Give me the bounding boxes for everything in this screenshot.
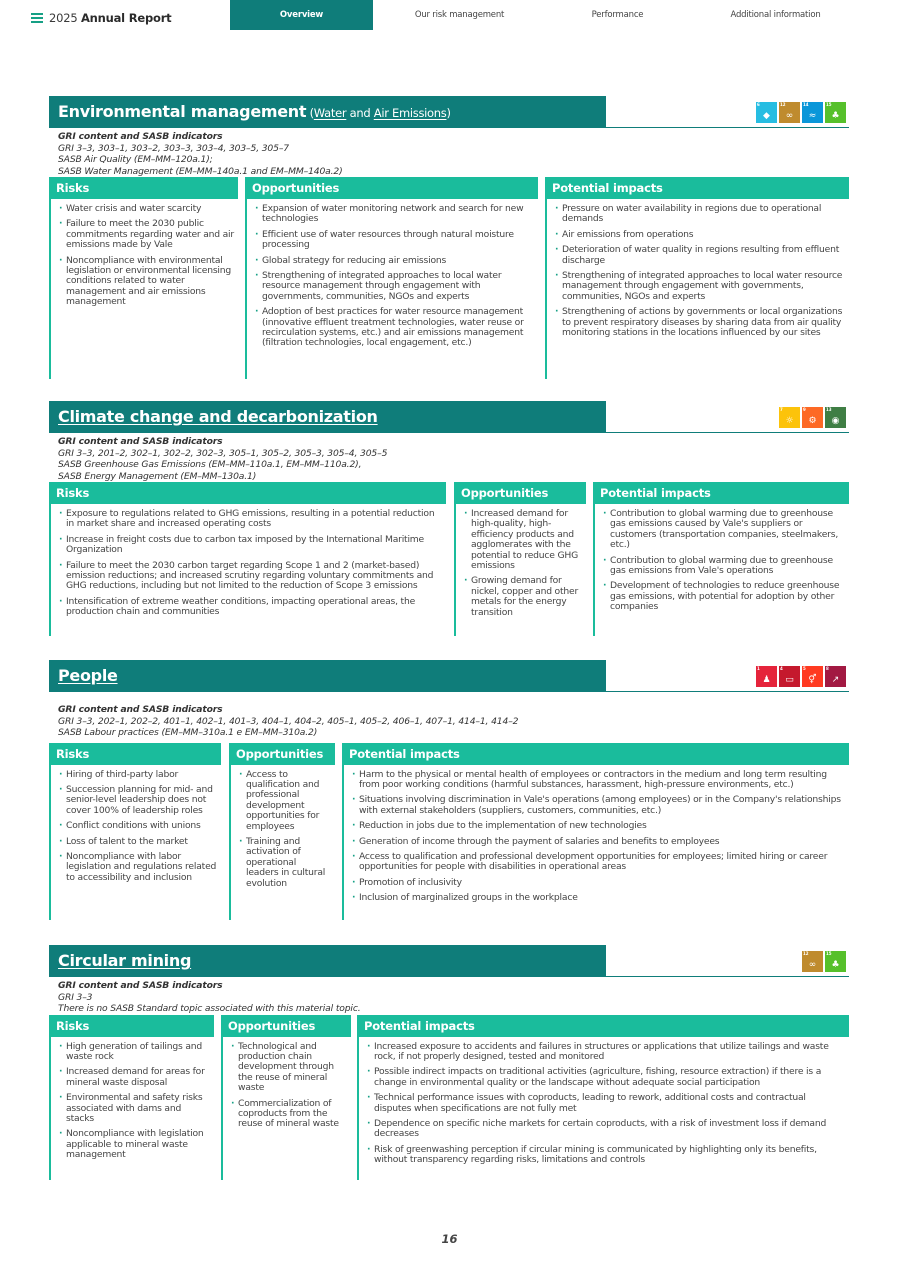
gri-line: SASB Air Quality (EM–MM–120a.1); (58, 154, 213, 165)
potential-impacts-list (547, 199, 849, 347)
gri-line: SASB Water Management (EM–MM–140a.1 and EM–MM–140a.2) (58, 165, 343, 177)
section-header (49, 660, 849, 692)
opportunities-column (221, 1015, 351, 1180)
gri-indicators (49, 128, 849, 177)
risks-column (49, 177, 238, 379)
tab-additional-information[interactable]: Additional information (730, 10, 821, 20)
sdg-7-icon: 7 ☼ (779, 407, 800, 428)
list-item: · Possible indirect impacts on traditional activities (agriculture, fishing, resource extraction) if there is a change in environmental quality or the landscape without adequate social participation (367, 1067, 845, 1088)
list-item: · Air emissions from operations (555, 230, 845, 240)
subtitle-close: ) (446, 106, 451, 120)
gri-line: SASB Labour practices (EM–MM–310a.1 e EM–MM–310a.2) (58, 727, 318, 738)
sdg-12-icon: 12 ∞ (802, 951, 823, 972)
opportunities-heading: Opportunities (221, 1015, 351, 1037)
gri-heading: GRI content and SASB indicators (58, 704, 223, 715)
risks-list (51, 199, 238, 317)
gri-line: There is no SASB Standard topic associated with this material topic. (58, 1003, 361, 1014)
list-item: · Reduction in jobs due to the implementation of new technologies (352, 821, 845, 831)
list-item: · Technological and production chain development through the reuse of mineral waste (231, 1042, 347, 1094)
list-item: · Risk of greenwashing perception if circular mining is communicated by highlighting only its benefits, without transparency regarding risks, limitations and controls (367, 1145, 845, 1166)
sdg-9-icon: 9 ⚙ (802, 407, 823, 428)
list-item: · Increased exposure to accidents and failures in structures or applications that utilize tailings and waste rock, if not properly designed, tested and monitored (367, 1042, 845, 1063)
report-title[interactable] (49, 11, 171, 25)
sdg-6-icon: 6 ◆ (756, 102, 777, 123)
section-columns (49, 482, 849, 636)
list-item: · Growing demand for nickel, copper and other metals for the energy transition (464, 576, 582, 618)
list-item: · Failure to meet the 2030 carbon target regarding Scope 1 and 2 (market-based) emission reductions; and increased scrutiny regarding voluntary commitments and GHG reductions, including but not limited to the reduction of Scope 3 emissions (59, 561, 442, 592)
potential-impacts-column (342, 743, 849, 920)
report-year: 2025 (49, 11, 78, 25)
list-item: · Contribution to global warming due to greenhouse gas emissions caused by Vale's suppliers or customers (transportation companies, steelmakers, etc.) (603, 509, 845, 551)
sdg-8-icon: 8 ↗ (825, 666, 846, 687)
potential-impacts-heading: Potential impacts (357, 1015, 849, 1037)
section-title-text: Environmental management (58, 102, 307, 121)
gri-line: GRI 3–3, 201–2, 302–1, 302–2, 302–3, 305–1, 305–2, 305–3, 305–4, 305–5 (58, 447, 388, 459)
opportunities-heading: Opportunities (229, 743, 335, 765)
risks-heading: Risks (49, 177, 238, 199)
risks-column (49, 1015, 214, 1180)
potential-impacts-list (344, 765, 849, 913)
section-title[interactable]: People (58, 666, 118, 685)
list-item: · Inclusion of marginalized groups in the workplace (352, 893, 845, 903)
sdg-15-icon: 15 ♣ (825, 102, 846, 123)
opportunities-column (245, 177, 538, 379)
list-item: · Generation of income through the payment of salaries and benefits to employees (352, 837, 845, 847)
risks-heading: Risks (49, 482, 446, 504)
list-item: · Global strategy for reducing air emissions (255, 256, 534, 266)
list-item: · Dependence on specific niche markets for certain coproducts, with a risk of investment loss if demand decreases (367, 1119, 845, 1140)
tab-overview[interactable]: Overview (230, 0, 373, 30)
list-item: · Increase in freight costs due to carbon tax imposed by the International Maritime Organization (59, 535, 442, 556)
subtitle-open: ( (306, 106, 314, 120)
gri-line: GRI 3–3 (58, 991, 93, 1003)
list-item: · Deterioration of water quality in regions resulting from effluent discharge (555, 245, 845, 266)
section-header (49, 401, 849, 433)
gri-heading: GRI content and SASB indicators (58, 131, 223, 142)
list-item: · Commercialization of coproducts from the reuse of mineral waste (231, 1099, 347, 1130)
list-item: · Noncompliance with labor legislation and regulations related to accessibility and inclusion (59, 852, 217, 883)
list-item: · Noncompliance with environmental legislation or environmental licensing conditions related to water management and air emissions management (59, 256, 234, 308)
section-climate-change (49, 401, 849, 636)
potential-impacts-list (359, 1037, 849, 1175)
list-item: · Situations involving discrimination in Vale's operations (among employees) or in the Company's relationships with external stakeholders (suppliers, customers, communities, etc.) (352, 795, 845, 816)
section-columns (49, 743, 849, 920)
section-rule (606, 127, 849, 129)
gri-indicators (49, 692, 849, 739)
gri-heading: GRI content and SASB indicators (58, 436, 223, 447)
potential-impacts-column (593, 482, 849, 636)
list-item: · Strengthening of integrated approaches to local water resource management through engagement with governments, communities, NGOs and experts (255, 271, 534, 302)
list-item: · Water crisis and water scarcity (59, 204, 234, 214)
list-item: · Strengthening of actions by governments or local organizations to prevent respiratory diseases by sharing data from air quality monitoring stations in the locations influenced by our sites (555, 307, 845, 338)
section-people (49, 660, 849, 920)
list-item: · Pressure on water availability in regions due to operational demands (555, 204, 845, 225)
list-item: · Access to qualification and professional development opportunities for employees; limited hiring or career opportunities for people with disabilities in operational areas (352, 852, 845, 873)
list-item: · Hiring of third-party labor (59, 770, 217, 780)
opportunities-column (229, 743, 335, 920)
list-item: · Increased demand for high-quality, high-efficiency products and agglomerates with the potential to reduce GHG emissions (464, 509, 582, 571)
top-navigation (0, 0, 899, 32)
sdg-icons (756, 666, 846, 687)
risks-list (51, 1037, 214, 1170)
tab-our-risk-management[interactable]: Our risk management (414, 10, 505, 20)
opportunities-list (247, 199, 538, 358)
sdg-14-icon: 14 ≈ (802, 102, 823, 123)
sdg-13-icon: 13 ◉ (825, 407, 846, 428)
potential-impacts-column (357, 1015, 849, 1180)
sdg-4-icon: 4 ▭ (779, 666, 800, 687)
gri-heading: GRI content and SASB indicators (58, 980, 223, 991)
opportunities-list (231, 765, 335, 898)
section-rule (606, 691, 849, 693)
opportunities-list (223, 1037, 351, 1139)
list-item: · Loss of talent to the market (59, 837, 217, 847)
list-item: · Contribution to global warming due to greenhouse gas emissions from Vale's operations (603, 556, 845, 577)
potential-impacts-heading: Potential impacts (593, 482, 849, 504)
potential-impacts-heading: Potential impacts (545, 177, 849, 199)
list-item: · Increased demand for areas for mineral waste disposal (59, 1067, 210, 1088)
section-title (58, 102, 451, 121)
list-item: · Conflict conditions with unions (59, 821, 217, 831)
potential-impacts-column (545, 177, 849, 379)
sdg-5-icon: 5 ⚥ (802, 666, 823, 687)
page-number: 16 (441, 1232, 458, 1246)
opportunities-list (456, 504, 586, 627)
sdg-15-icon: 15 ♣ (825, 951, 846, 972)
list-item: · Environmental and safety risks associated with dams and stacks (59, 1093, 210, 1124)
list-item: · Adoption of best practices for water resource management (innovative effluent treatment technologies, water reuse or recirculation systems, etc.) and air emissions management (filtration technologies, local engagement, etc.) (255, 307, 534, 349)
gri-line: GRI 3–3, 303–1, 303–2, 303–3, 303–4, 303–5, 305–7 (58, 142, 289, 154)
report-name: Annual Report (80, 11, 172, 25)
section-environmental-management (49, 96, 849, 379)
subtitle-and: and (346, 106, 374, 120)
sdg-icons (779, 407, 846, 428)
gri-line: GRI 3–3, 202–1, 202–2, 401–1, 402–1, 401–3, 404–1, 404–2, 405–1, 405–2, 406–1, 407–1, 414–1, 414–2 (58, 715, 519, 727)
risks-heading: Risks (49, 743, 221, 765)
section-circular-mining (49, 945, 849, 1180)
opportunities-heading: Opportunities (454, 482, 586, 504)
list-item: · Development of technologies to reduce greenhouse gas emissions, with potential for adoption by other companies (603, 581, 845, 612)
section-header (49, 945, 849, 977)
opportunities-heading: Opportunities (245, 177, 538, 199)
list-item: · Exposure to regulations related to GHG emissions, resulting in a potential reduction in market share and increased operating costs (59, 509, 442, 530)
list-item: · Expansion of water monitoring network and search for new technologies (255, 204, 534, 225)
list-item: · Access to qualification and professional development opportunities for employees (239, 770, 331, 832)
section-rule (606, 432, 849, 434)
gri-indicators (49, 977, 849, 1015)
section-title[interactable]: Climate change and decarbonization (58, 407, 378, 426)
risks-column (49, 743, 221, 920)
section-columns (49, 1015, 849, 1180)
list-item: · Strengthening of integrated approaches to local water resource management through engagement with governments, communities, NGOs and experts (555, 271, 845, 302)
air-emissions-link[interactable]: Air Emissions (373, 106, 447, 120)
risks-heading: Risks (49, 1015, 214, 1037)
opportunities-column (454, 482, 586, 636)
risks-column (49, 482, 446, 636)
list-item: · Technical performance issues with coproducts, leading to rework, additional costs and contractual disputes when specifications are not fully met (367, 1093, 845, 1114)
list-item: · Harm to the physical or mental health of employees or contractors in the medium and long term resulting from poor working conditions (harmful substances, harassment, high-pressure environments, etc.) (352, 770, 845, 791)
menu-icon[interactable] (31, 13, 43, 23)
risks-list (51, 504, 446, 627)
section-title-bar (49, 660, 606, 692)
list-item: · Training and activation of operational leaders in cultural evolution (239, 837, 331, 889)
sdg-icons (802, 951, 846, 972)
gri-line: SASB Energy Management (EM–MM–130a.1) (58, 470, 257, 482)
sdg-icons (756, 102, 846, 123)
list-item: · Intensification of extreme weather conditions, impacting operational areas, the production chain and communities (59, 597, 442, 618)
section-columns (49, 177, 849, 379)
sdg-12-icon: 12 ∞ (779, 102, 800, 123)
gri-line: SASB Greenhouse Gas Emissions (EM–MM–110a.1, EM–MM–110a.2), (58, 459, 362, 470)
list-item: · Noncompliance with legislation applicable to mineral waste management (59, 1129, 210, 1160)
section-header (49, 96, 849, 128)
list-item: · Succession planning for mid- and senior-level leadership does not cover 100% of leadership roles (59, 785, 217, 816)
list-item: · High generation of tailings and waste rock (59, 1042, 210, 1063)
sdg-1-icon: 1 ♟ (756, 666, 777, 687)
section-rule (606, 976, 849, 978)
water-link[interactable]: Water (313, 106, 347, 120)
list-item: · Promotion of inclusivity (352, 878, 845, 888)
section-title[interactable]: Circular mining (58, 951, 192, 970)
list-item: · Failure to meet the 2030 public commitments regarding water and air emissions made by Vale (59, 219, 234, 250)
gri-indicators (49, 433, 849, 482)
potential-impacts-heading: Potential impacts (342, 743, 849, 765)
risks-list (51, 765, 221, 893)
potential-impacts-list (595, 504, 849, 622)
list-item: · Efficient use of water resources through natural moisture processing (255, 230, 534, 251)
tab-performance[interactable]: Performance (591, 10, 644, 20)
